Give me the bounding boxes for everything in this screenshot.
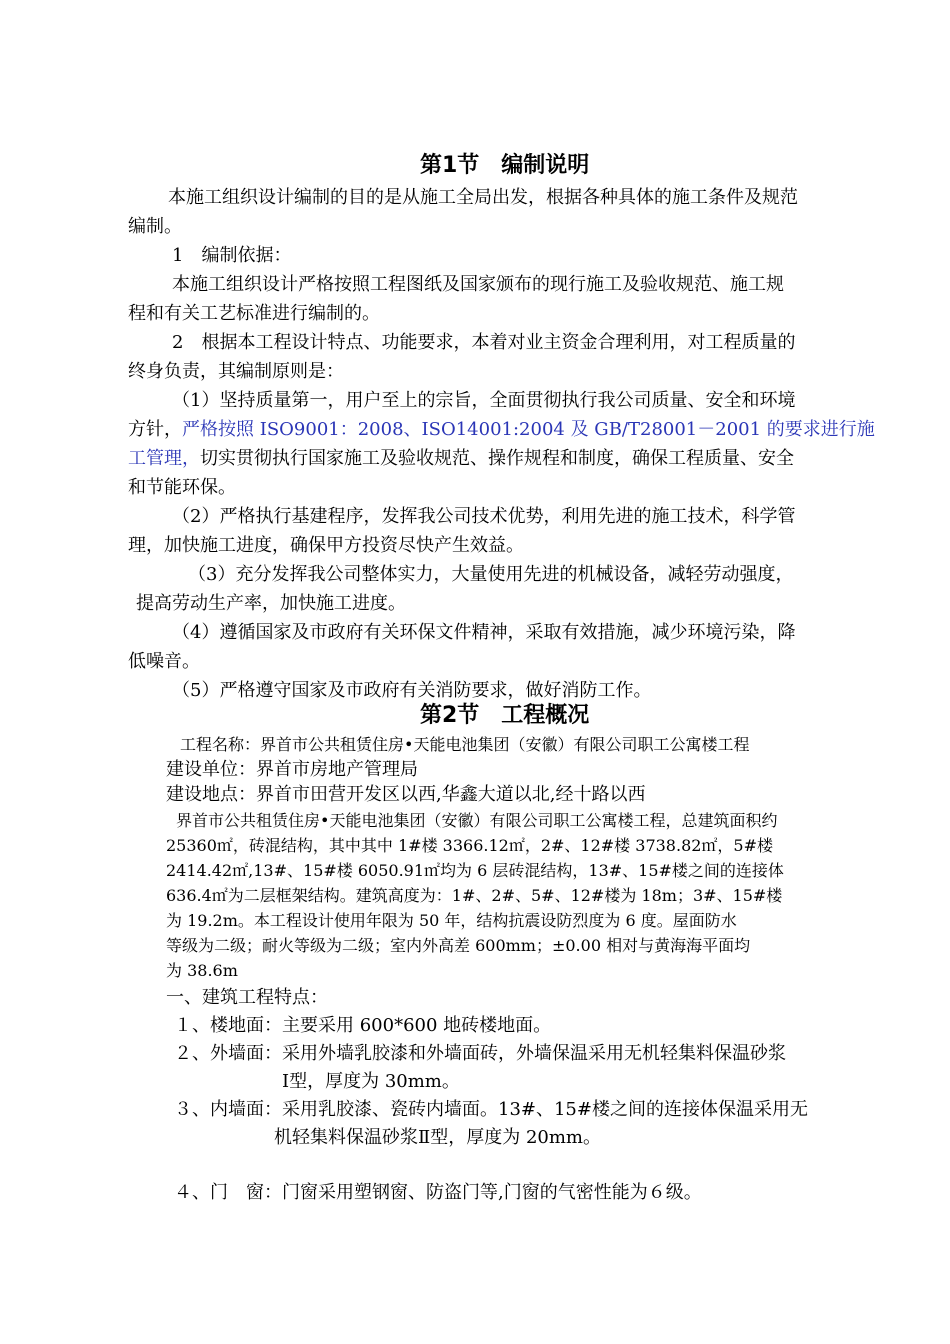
principle-3-line-2: 提高劳动生产率，加快施工进度。 — [136, 593, 406, 614]
basis-line-1: 本施工组织设计严格按照工程图纸及国家颁布的现行施工及验收规范、施工规 — [172, 274, 784, 295]
basis-heading: 1 编制依据： — [172, 245, 292, 266]
principle-1-line-1: （1）坚持质量第一，用户至上的宗旨，全面贯彻执行我公司质量、安全和环境 — [172, 390, 796, 411]
principle-line-2: 终身负责，其编制原则是： — [128, 361, 344, 382]
principle-1-standards-end: 工管理， — [128, 448, 200, 469]
feature-item-3-line-2: 机轻集料保温砂浆Ⅱ型，厚度为 20mm。 — [274, 1127, 601, 1148]
project-name: 工程名称：界首市公共租赁住房•天能电池集团（安徽）有限公司职工公寓楼工程 — [180, 735, 750, 754]
basis-line-2: 程和有关工艺标准进行编制的。 — [128, 303, 380, 324]
feature-item-2-line-2: Ⅰ型，厚度为 30mm。 — [282, 1071, 460, 1092]
principle-4-line-2: 低噪音。 — [128, 651, 200, 672]
intro-line-2: 编制。 — [128, 216, 182, 237]
principle-1-line-4: 和节能环保。 — [128, 477, 236, 498]
section-1-title: 第1节 编制说明 — [420, 153, 590, 178]
feature-item-4: ４、门 窗：门窗采用塑钢窗、防盗门等,门窗的气密性能为６级。 — [174, 1182, 702, 1203]
features-heading: 一、建筑工程特点： — [166, 987, 328, 1008]
principle-1-line-2 — [128, 418, 875, 442]
principle-2-line-1: （2）严格执行基建程序，发挥我公司技术优势，利用先进的施工技术，科学管 — [172, 506, 796, 527]
overview-line-5: 为 19.2m。本工程设计使用年限为 50 年，结构抗震设防烈度为 6 度。屋面防水 — [166, 911, 737, 930]
feature-item-1: １、楼地面：主要采用 600*600 地砖楼地面。 — [174, 1015, 552, 1036]
principle-line-1: 2 根据本工程设计特点、功能要求，本着对业主资金合理利用，对工程质量的 — [172, 332, 796, 353]
feature-item-3-line-1: ３、内墙面：采用乳胶漆、瓷砖内墙面。13#、15#楼之间的连接体保温采用无 — [174, 1099, 808, 1120]
overview-line-7: 为 38.6m — [166, 961, 238, 980]
principle-4-line-1: （4）遵循国家及市政府有关环保文件精神，采取有效措施，减少环境污染，降 — [172, 622, 796, 643]
overview-line-6: 等级为二级；耐火等级为二级；室内外高差 600mm；±0.00 相对与黄海海平面均 — [166, 936, 751, 955]
principle-3-line-1: （3）充分发挥我公司整体实力，大量使用先进的机械设备，减轻劳动强度， — [188, 564, 794, 585]
principle-1-line-3 — [128, 447, 794, 471]
feature-item-2-line-1: ２、外墙面：采用外墙乳胶漆和外墙面砖，外墙保温采用无机轻集料保温砂浆 — [174, 1043, 786, 1064]
builder: 建设单位：界首市房地产管理局 — [166, 759, 418, 780]
principle-1-text: 方针， — [128, 419, 182, 440]
principle-5: （5）严格遵守国家及市政府有关消防要求，做好消防工作。 — [172, 680, 652, 701]
intro-line-1: 本施工组织设计编制的目的是从施工全局出发，根据各种具体的施工条件及规范 — [168, 187, 798, 208]
overview-line-1: 界首市公共租赁住房•天能电池集团（安徽）有限公司职工公寓楼工程，总建筑面积约 — [176, 811, 778, 830]
section-2-title: 第2节 工程概况 — [420, 703, 590, 728]
principle-1-standards: 严格按照 ISO9001：2008、ISO14001:2004 及 GB/T28001－2001 的要求进行施 — [182, 419, 875, 440]
principle-2-line-2: 理，加快施工进度，确保甲方投资尽快产生效益。 — [128, 535, 524, 556]
principle-1-text-2: 切实贯彻执行国家施工及验收规范、操作规程和制度，确保工程质量、安全 — [200, 448, 794, 469]
overview-line-3: 2414.42㎡,13#、15#楼 6050.91㎡均为 6 层砖混结构，13#、15#楼之间的连接体 — [166, 861, 784, 880]
overview-line-2: 25360㎡，砖混结构，其中其中 1#楼 3366.12㎡，2#、12#楼 3738.82㎡，5#楼 — [166, 836, 774, 855]
location: 建设地点：界首市田营开发区以西,华鑫大道以北,经十路以西 — [166, 784, 646, 805]
overview-line-4: 636.4㎡为二层框架结构。建筑高度为：1#、2#、5#、12#楼为 18m；3#、15#楼 — [166, 886, 783, 905]
